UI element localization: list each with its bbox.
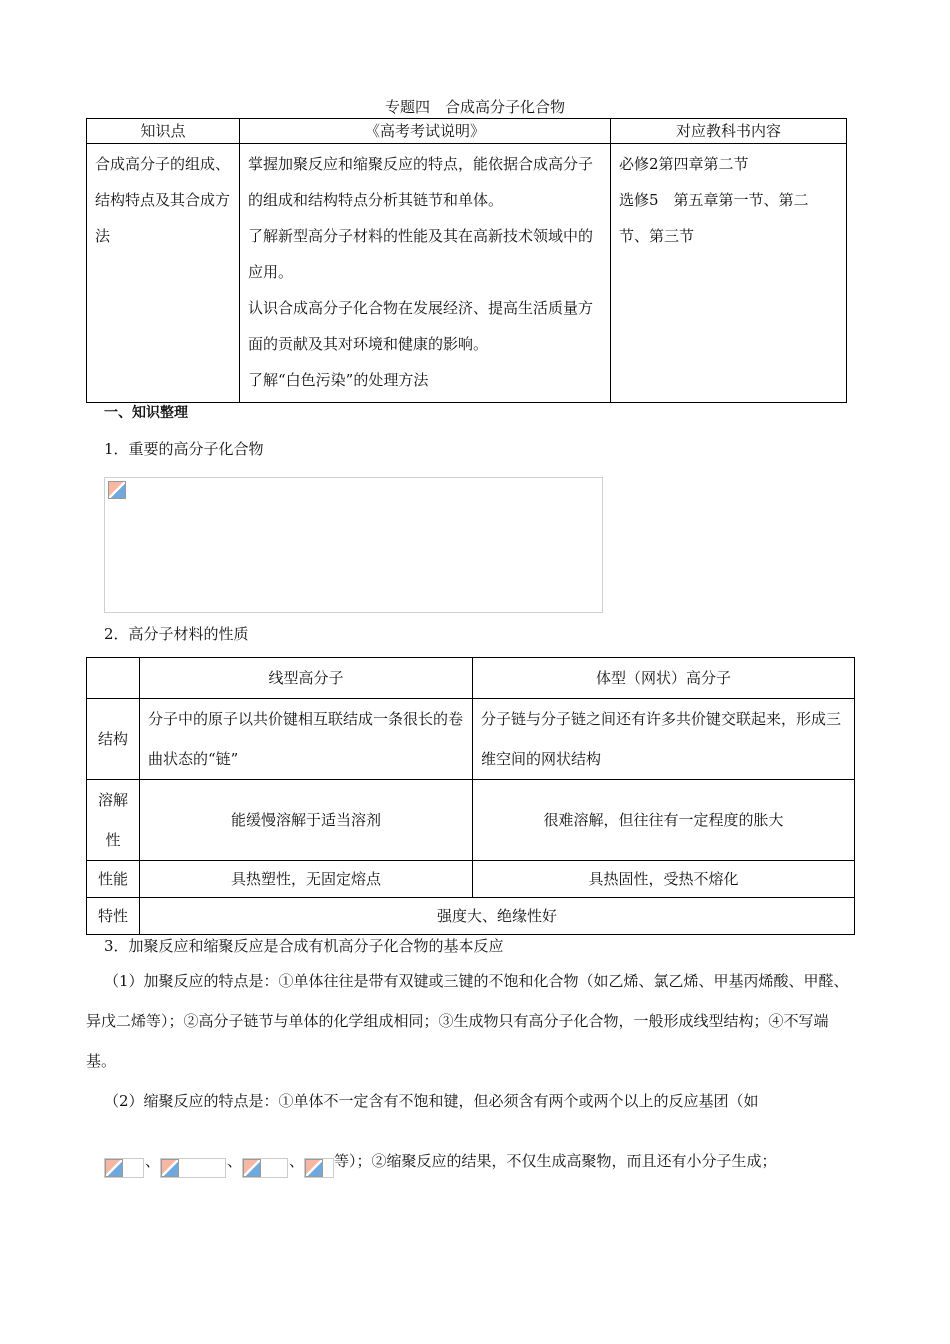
table-row <box>87 861 855 898</box>
textbook-text: 选修5 第五章第一节、第二节、第三节 <box>619 191 809 245</box>
condensation-polymerization-paragraph <box>86 1081 850 1121</box>
structure-network-cell: 分子链与分子链之间还有许多共价键交联起来，形成三维空间的网状结构 <box>473 699 855 780</box>
separator: 、 <box>227 1152 243 1170</box>
formula-image <box>104 1158 144 1178</box>
inline-formula-images <box>104 1150 864 1180</box>
structure-linear-cell: 分子中的原子以共价键相互联结成一条很长的卷曲状态的“链” <box>140 699 473 780</box>
broken-image-icon <box>108 481 126 499</box>
header-exam-guide: 《高考考试说明》 <box>240 119 611 144</box>
item-heading: 3．加聚反应和缩聚反应是合成有机高分子化合物的基本反应 <box>104 937 504 955</box>
knowledge-point-cell: 合成高分子的组成、结构特点及其合成方法 <box>87 144 240 403</box>
header-linear-polymer: 线型高分子 <box>140 658 473 699</box>
table-row <box>87 898 855 935</box>
row-label-property: 特性 <box>87 898 140 935</box>
page-title: 专题四 合成高分子化合物 <box>384 98 565 116</box>
broken-image-icon <box>105 1159 123 1177</box>
broken-image-icon <box>243 1159 261 1177</box>
requirement-text: 认识合成高分子化合物在发展经济、提高生活质量方面的贡献及其对环境和健康的影响。 <box>248 299 594 353</box>
header-textbook: 对应教科书内容 <box>611 119 847 144</box>
addition-polymerization-paragraph <box>86 961 850 1081</box>
formula-image <box>304 1158 334 1178</box>
item-heading: 2．高分子材料的性质 <box>104 625 249 643</box>
image-placeholder <box>104 477 603 613</box>
textbook-cell <box>611 144 847 403</box>
paragraph-text: （1）加聚反应的特点是：①单体往往是带有双键或三键的不饱和化合物（如乙烯、氯乙烯、甲基丙烯酸、甲醛、异戊二烯等）；②高分子链节与单体的化学组成相同；③生成物只有高分子化合物，一般形成线型结构；④不写端基。 <box>86 972 849 1070</box>
table-header-row <box>87 658 855 699</box>
paragraph-text: （2）缩聚反应的特点是：①单体不一定含有不饱和键，但必须含有两个或两个以上的反应基团（如 <box>104 1092 759 1110</box>
section-heading: 一、知识整理 <box>104 405 188 421</box>
empty-corner-cell <box>87 658 140 699</box>
requirement-text: 了解“白色污染”的处理方法 <box>248 371 429 389</box>
separator: 、 <box>289 1152 305 1170</box>
performance-network-cell: 具热固性，受热不熔化 <box>473 861 855 898</box>
solubility-linear-cell: 能缓慢溶解于适当溶剂 <box>140 780 473 861</box>
broken-image-icon <box>305 1159 323 1177</box>
paragraph-continuation: 等）；②缩聚反应的结果，不仅生成高聚物，而且还有小分子生成； <box>334 1152 777 1170</box>
exam-requirements-table <box>86 118 847 403</box>
table-row <box>87 780 855 861</box>
separator: 、 <box>145 1152 161 1170</box>
table-row <box>87 699 855 780</box>
formula-image <box>242 1158 288 1178</box>
item-heading: 1．重要的高分子化合物 <box>104 440 264 458</box>
row-label-structure: 结构 <box>87 699 140 780</box>
property-common-cell: 强度大、绝缘性好 <box>140 898 855 935</box>
performance-linear-cell: 具热塑性，无固定熔点 <box>140 861 473 898</box>
row-label-solubility: 溶解性 <box>87 780 140 861</box>
header-network-polymer: 体型（网状）高分子 <box>473 658 855 699</box>
requirements-cell <box>240 144 611 403</box>
table-header-row <box>87 119 847 144</box>
textbook-text: 必修2第四章第二节 <box>619 155 749 173</box>
requirement-text: 掌握加聚反应和缩聚反应的特点，能依据合成高分子的组成和结构特点分析其链节和单体。 <box>248 155 594 209</box>
table-row <box>87 144 847 403</box>
broken-image-icon <box>161 1159 179 1177</box>
header-knowledge-point: 知识点 <box>87 119 240 144</box>
polymer-properties-table <box>86 657 855 935</box>
row-label-performance: 性能 <box>87 861 140 898</box>
formula-image <box>160 1158 226 1178</box>
requirement-text: 了解新型高分子材料的性能及其在高新技术领域中的应用。 <box>248 227 594 281</box>
solubility-network-cell: 很难溶解，但往往有一定程度的胀大 <box>473 780 855 861</box>
